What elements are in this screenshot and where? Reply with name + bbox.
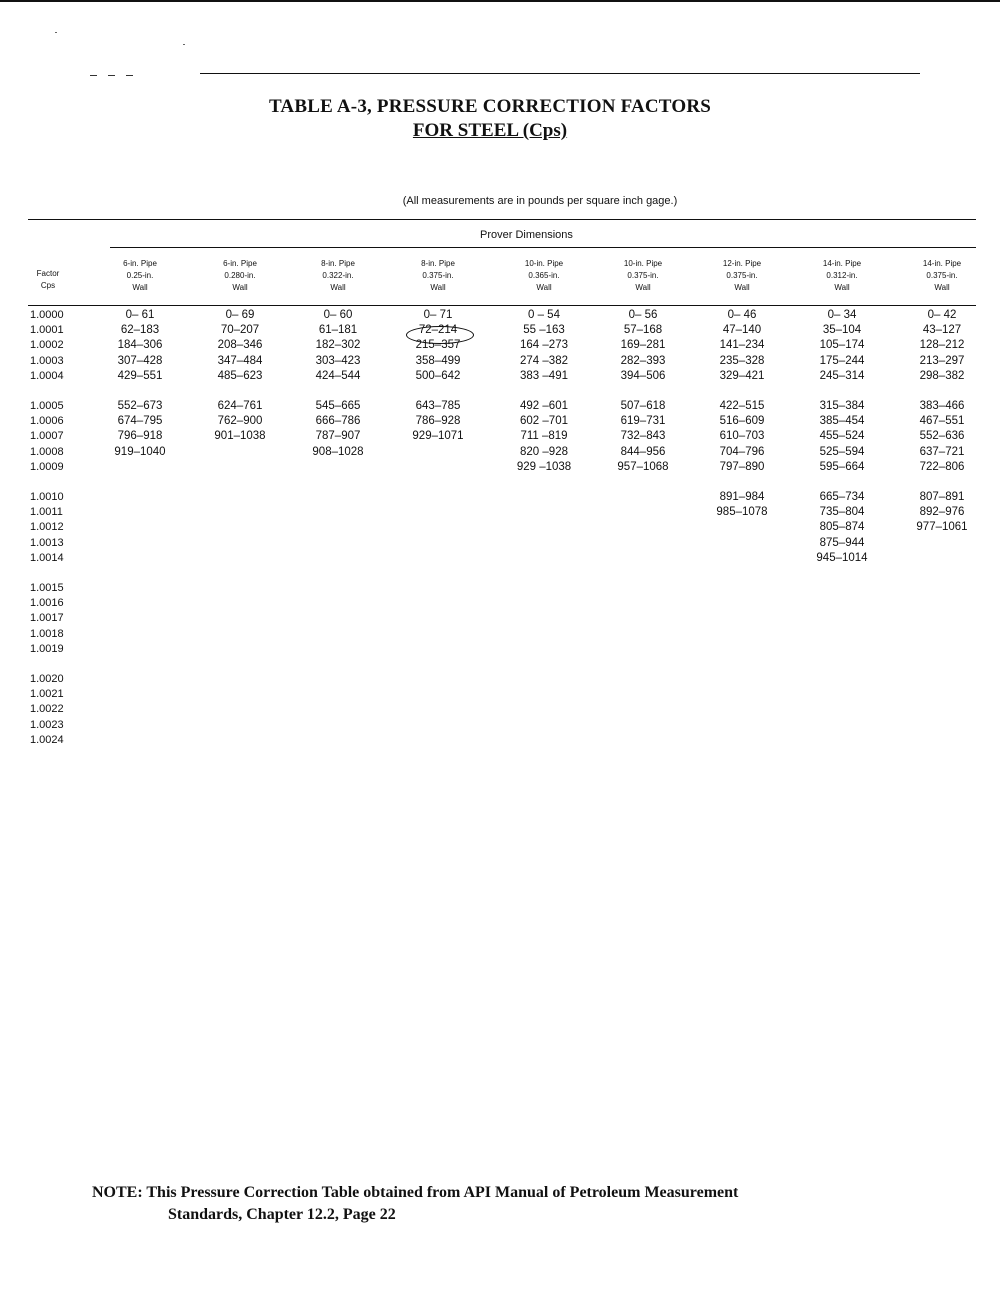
column-header [702, 258, 782, 294]
pressure-range-cell: 315–384 [819, 400, 865, 412]
pressure-range-cell: 619–731 [620, 415, 666, 428]
factor-value: 1.0016 [30, 597, 64, 610]
pressure-range-cell: 47–140 [722, 324, 762, 337]
table-title: TABLE A-3, PRESSURE CORRECTION FACTORS [268, 96, 712, 117]
pressure-range-cell: 72–214 [418, 324, 458, 337]
pressure-range-cell: 919–1040 [114, 445, 166, 458]
pressure-range-cell: 595–664 [819, 460, 865, 473]
pressure-range-cell: 704–796 [719, 445, 765, 458]
pressure-range-cell: 797–890 [719, 460, 765, 473]
pressure-range-cell: 977–1061 [916, 521, 968, 534]
factor-value: 1.0019 [30, 642, 64, 655]
pressure-range-cell: 164 –273 [520, 339, 568, 352]
handwritten-circle-mark [406, 326, 474, 344]
pressure-range-cell: 507–618 [620, 400, 666, 412]
column-header [603, 258, 683, 294]
factor-value: 1.0007 [30, 430, 64, 443]
factor-value: 1.0008 [30, 445, 64, 458]
pressure-range-cell: 805–874 [819, 521, 865, 534]
pressure-range-cell: 422–515 [719, 400, 765, 412]
factor-value: 1.0017 [30, 612, 64, 625]
factor-header-line1: Factor [36, 269, 60, 278]
pressure-range-cell: 175–244 [819, 354, 865, 367]
pressure-range-cell: 891–984 [719, 491, 765, 503]
pressure-range-cell: 0– 61 [125, 309, 155, 321]
column-header [298, 258, 378, 294]
column-header-line: 0.375-in. [726, 271, 758, 280]
column-header-line: Wall [734, 283, 750, 292]
pressure-range-cell: 552–636 [919, 430, 965, 443]
column-header-line: Wall [834, 283, 850, 292]
pressure-range-cell: 892–976 [919, 506, 965, 519]
pressure-range-cell: 762–900 [217, 415, 263, 428]
column-header-line: Wall [934, 283, 950, 292]
page-top-border [0, 0, 1000, 2]
factor-value: 1.0023 [30, 718, 64, 731]
pressure-range-cell: 545–665 [315, 400, 361, 412]
column-header-line: 8-in. Pipe [321, 259, 355, 268]
pressure-range-cell: 875–944 [819, 536, 865, 549]
pressure-range-cell: 500–642 [415, 369, 461, 382]
column-header-line: 10-in. Pipe [524, 259, 564, 268]
pressure-range-cell: 516–609 [719, 415, 765, 428]
pressure-range-cell: 105–174 [819, 339, 865, 352]
pressure-range-cell: 796–918 [117, 430, 163, 443]
pressure-range-cell: 62–183 [120, 324, 160, 337]
pressure-range-cell: 0– 46 [727, 309, 757, 321]
pressure-range-cell: 844–956 [620, 445, 666, 458]
column-header-line: 6-in. Pipe [223, 259, 257, 268]
column-header-line: Wall [430, 283, 446, 292]
prover-dimensions-label: Prover Dimensions [480, 229, 573, 241]
column-header [802, 258, 882, 294]
factor-value: 1.0013 [30, 536, 64, 549]
factor-value: 1.0021 [30, 688, 64, 701]
pressure-range-cell: 786–928 [415, 415, 461, 428]
pressure-range-cell: 55 –163 [523, 324, 565, 337]
column-header [902, 258, 982, 294]
pressure-range-cell: 0– 34 [827, 309, 857, 321]
pressure-range-cell: 643–785 [415, 400, 461, 412]
factor-value: 1.0011 [30, 506, 63, 519]
pressure-range-cell: 0 – 54 [528, 309, 560, 321]
pressure-range-cell: 901–1038 [214, 430, 266, 443]
factor-value: 1.0006 [30, 415, 64, 428]
column-header-line: 0.312-in. [826, 271, 858, 280]
pressure-range-cell: 0– 42 [927, 309, 957, 321]
pressure-range-cell: 424–544 [315, 369, 361, 382]
note-line1: NOTE: This Pressure Correction Table obtained from API Manual of Petroleum Measurement [92, 1184, 739, 1201]
pressure-range-cell: 929 –1038 [516, 460, 572, 473]
pressure-range-cell: 215–357 [415, 339, 461, 352]
column-header-line: 14-in. Pipe [922, 259, 962, 268]
scan-dash [126, 75, 133, 76]
pressure-range-cell: 735–804 [819, 506, 865, 519]
factor-header [28, 268, 68, 292]
column-header-line: 0.322-in. [322, 271, 354, 280]
pressure-range-cell: 665–734 [819, 491, 865, 503]
pressure-range-cell: 0– 60 [323, 309, 353, 321]
column-header-line: Wall [536, 283, 552, 292]
scan-speck [183, 44, 185, 45]
pressure-range-cell: 722–806 [919, 460, 965, 473]
pressure-range-cell: 169–281 [620, 339, 666, 352]
pressure-range-cell: 394–506 [620, 369, 666, 382]
pressure-range-cell: 820 –928 [520, 445, 568, 458]
column-header-line: 6-in. Pipe [123, 259, 157, 268]
pressure-range-cell: 455–524 [819, 430, 865, 443]
column-header-line: Wall [330, 283, 346, 292]
pressure-range-cell: 128–212 [919, 339, 965, 352]
factor-value: 1.0014 [30, 551, 64, 564]
pressure-range-cell: 945–1014 [816, 551, 868, 564]
column-header [398, 258, 478, 294]
column-header-line: 0.365-in. [528, 271, 560, 280]
pressure-range-cell: 787–907 [315, 430, 361, 443]
pressure-range-cell: 213–297 [919, 354, 965, 367]
column-header-line: Wall [132, 283, 148, 292]
header-bottom-rule [28, 305, 976, 306]
factor-value: 1.0012 [30, 521, 64, 534]
factor-value: 1.0009 [30, 460, 64, 473]
pressure-range-cell: 385–454 [819, 415, 865, 428]
column-header-line: 12-in. Pipe [722, 259, 762, 268]
table-subtitle-material: FOR STEEL (Cps) [412, 120, 568, 141]
pressure-range-cell: 429–551 [117, 369, 163, 382]
note-line2: Standards, Chapter 12.2, Page 22 [168, 1206, 396, 1223]
column-header [504, 258, 584, 294]
pressure-range-cell: 282–393 [620, 354, 666, 367]
pressure-range-cell: 141–234 [719, 339, 765, 352]
pressure-range-cell: 0– 56 [628, 309, 658, 321]
scan-dash [108, 75, 115, 76]
title-block [0, 96, 980, 142]
pressure-range-cell: 666–786 [315, 415, 361, 428]
pressure-range-cell: 985–1078 [716, 506, 768, 519]
prover-rule [110, 247, 976, 248]
column-header [200, 258, 280, 294]
pressure-range-cell: 908–1028 [312, 445, 364, 458]
pressure-range-cell: 610–703 [719, 430, 765, 443]
pressure-range-cell: 184–306 [117, 339, 163, 352]
pressure-range-cell: 602 –701 [520, 415, 568, 428]
factor-value: 1.0005 [30, 400, 64, 412]
column-header-line: 0.375-in. [627, 271, 659, 280]
pressure-range-cell: 245–314 [819, 369, 865, 382]
pressure-range-cell: 298–382 [919, 369, 965, 382]
scan-speck [55, 32, 57, 33]
pressure-range-cell: 711 –819 [520, 430, 568, 443]
pressure-range-cell: 208–346 [217, 339, 263, 352]
pressure-range-cell: 43–127 [922, 324, 962, 337]
factor-value: 1.0024 [30, 733, 64, 746]
pressure-range-cell: 383–466 [919, 400, 965, 412]
pressure-range-cell: 70–207 [220, 324, 260, 337]
pressure-range-cell: 637–721 [919, 445, 965, 458]
pressure-range-cell: 957–1068 [617, 460, 669, 473]
pressure-range-cell: 0– 71 [423, 309, 453, 321]
pressure-range-cell: 358–499 [415, 354, 461, 367]
pressure-range-cell: 61–181 [318, 324, 358, 337]
header-rule [200, 73, 920, 74]
column-header-line: 10-in. Pipe [623, 259, 663, 268]
factor-header-line2: Cps [40, 281, 56, 290]
pressure-range-cell: 467–551 [919, 415, 965, 428]
pressure-range-cell: 383 –491 [520, 369, 568, 382]
pressure-range-cell: 929–1071 [412, 430, 464, 443]
units-note: (All measurements are in pounds per square inch gage.) [402, 195, 678, 207]
column-header-line: 0.375-in. [926, 271, 958, 280]
pressure-range-cell: 182–302 [315, 339, 361, 352]
pressure-range-cell: 303–423 [315, 354, 361, 367]
factor-value: 1.0002 [30, 339, 64, 352]
pressure-range-cell: 57–168 [623, 324, 663, 337]
factor-value: 1.0020 [30, 673, 64, 685]
pressure-range-cell: 492 –601 [520, 400, 568, 412]
factor-value: 1.0015 [30, 582, 64, 594]
factor-value: 1.0001 [30, 324, 64, 337]
source-note [92, 1182, 738, 1226]
table-top-rule [28, 219, 976, 220]
pressure-range-cell: 235–328 [719, 354, 765, 367]
pressure-range-cell: 35–104 [822, 324, 862, 337]
pressure-range-cell: 0– 69 [225, 309, 255, 321]
column-header [100, 258, 180, 294]
column-header-line: 14-in. Pipe [822, 259, 862, 268]
factor-value: 1.0010 [30, 491, 64, 503]
column-header-line: 0.375-in. [422, 271, 454, 280]
factor-value: 1.0022 [30, 703, 64, 716]
pressure-range-cell: 807–891 [919, 491, 965, 503]
pressure-range-cell: 525–594 [819, 445, 865, 458]
pressure-range-cell: 674–795 [117, 415, 163, 428]
pressure-range-cell: 624–761 [217, 400, 263, 412]
pressure-range-cell: 347–484 [217, 354, 263, 367]
column-header-line: Wall [232, 283, 248, 292]
pressure-range-cell: 307–428 [117, 354, 163, 367]
column-header-line: 0.280-in. [224, 271, 256, 280]
column-header-line: 8-in. Pipe [421, 259, 455, 268]
factor-value: 1.0018 [30, 627, 64, 640]
scan-dash [90, 75, 97, 76]
column-header-line: 0.25-in. [126, 271, 154, 280]
pressure-range-cell: 274 –382 [520, 354, 568, 367]
factor-value: 1.0004 [30, 369, 64, 382]
pressure-range-cell: 552–673 [117, 400, 163, 412]
factor-value: 1.0003 [30, 354, 64, 367]
pressure-range-cell: 329–421 [719, 369, 765, 382]
column-header-line: Wall [635, 283, 651, 292]
pressure-range-cell: 485–623 [217, 369, 263, 382]
factor-value: 1.0000 [30, 309, 64, 321]
pressure-range-cell: 732–843 [620, 430, 666, 443]
